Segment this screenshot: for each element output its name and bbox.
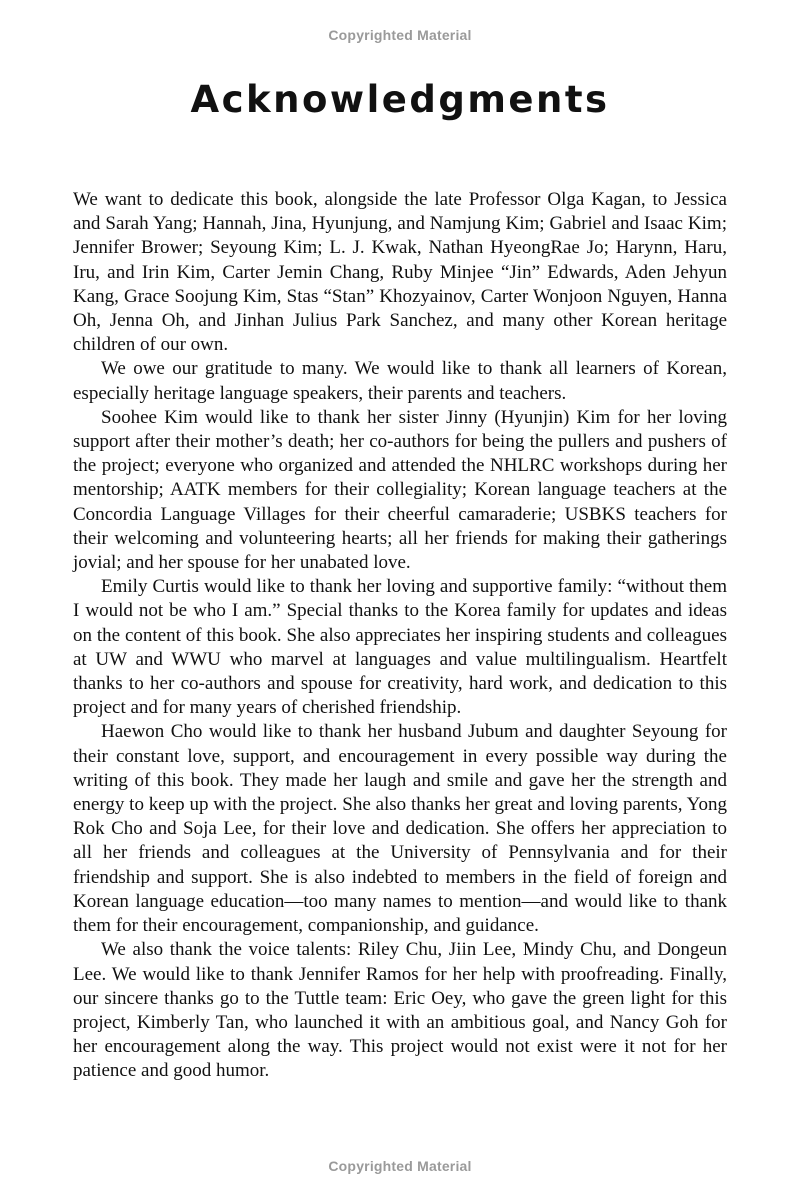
paragraph-voice-and-team: We also thank the voice talents: Riley Chu, Jiin Lee, Mindy Chu, and Dongeun Lee. We would like to thank Jennifer Ramos for her help with proofreading. Finally, our sincere thanks go to the Tuttle team: Eric Oey, who gave the green light for this project, Kimberly Tan, who launched it with an ambitious goal, and Nancy Goh for her encouragement along the way. This project would not exist were it not for her patience and good humor. (73, 939, 727, 1082)
page-title: Acknowledgments (190, 78, 610, 121)
paragraph-soohee-kim: Soohee Kim would like to thank her sister Jinny (Hyunjin) Kim for her loving support after their mother’s death; her co-authors for being the pullers and pushers of the project; everyone who organized and attended the NHLRC workshops during her mentorship; AATK members for their collegiality; Korean language teachers at the Concordia Language Villages for their cheerful camaraderie; USBKS teachers for their welcoming and volunteering hearts; all her friends for making their gatherings jovial; and her spouse for her unabated love. (73, 406, 727, 574)
paragraph-emily-curtis: Emily Curtis would like to thank her loving and supportive family: “without them I would not be who I am.” Special thanks to the Korea family for updates and ideas on the content of this book. She also appreciates her inspiring students and colleagues at UW and WWU who marvel at languages and value multilingualism. Heartfelt thanks to her co-authors and spouse for creativity, hard work, and dedication to this project and for many years of cherished friendship. (73, 576, 727, 719)
paragraph-haewon-cho: Haewon Cho would like to thank her husband Jubum and daughter Seyoung for their constant love, support, and encouragement in every possible way during the writing of this book. They made her laugh and smile and gave her the strength and energy to keep up with the project. She also thanks her great and loving parents, Yong Rok Cho and Soja Lee, for their love and dedication. She offers her appreciation to all her friends and colleagues at the University of Pennsylvania and for their friendship and support. She is also indebted to members in the field of foreign and Korean language education—too many names to mention—and would like to thank them for their encouragement, companionship, and guidance. (73, 721, 727, 937)
copyright-watermark-top: Copyrighted Material (328, 27, 472, 43)
paragraph-dedication: We want to dedicate this book, alongside the late Professor Olga Kagan, to Jessica and Sarah Yang; Hannah, Jina, Hyunjung, and Namjung Kim; Gabriel and Isaac Kim; Jennifer Brower; Seyoung Kim; L. J. Kwak, Nathan HyeongRae Jo; Harynn, Haru, Iru, and Irin Kim, Carter Jemin Chang, Ruby Minjee “Jin” Edwards, Aden Jehyun Kang, Grace Soojung Kim, Stas “Stan” Khozyainov, Carter Wonjoon Nguyen, Hanna Oh, Jenna Oh, and Jinhan Julius Park Sanchez, and many other Korean heritage children of our own. (73, 189, 727, 356)
paragraph-gratitude: We owe our gratitude to many. We would like to thank all learners of Korean, especially heritage language speakers, their parents and teachers. (73, 358, 727, 404)
acknowledgments-body (73, 188, 727, 1084)
copyright-watermark-bottom: Copyrighted Material (328, 1158, 472, 1174)
